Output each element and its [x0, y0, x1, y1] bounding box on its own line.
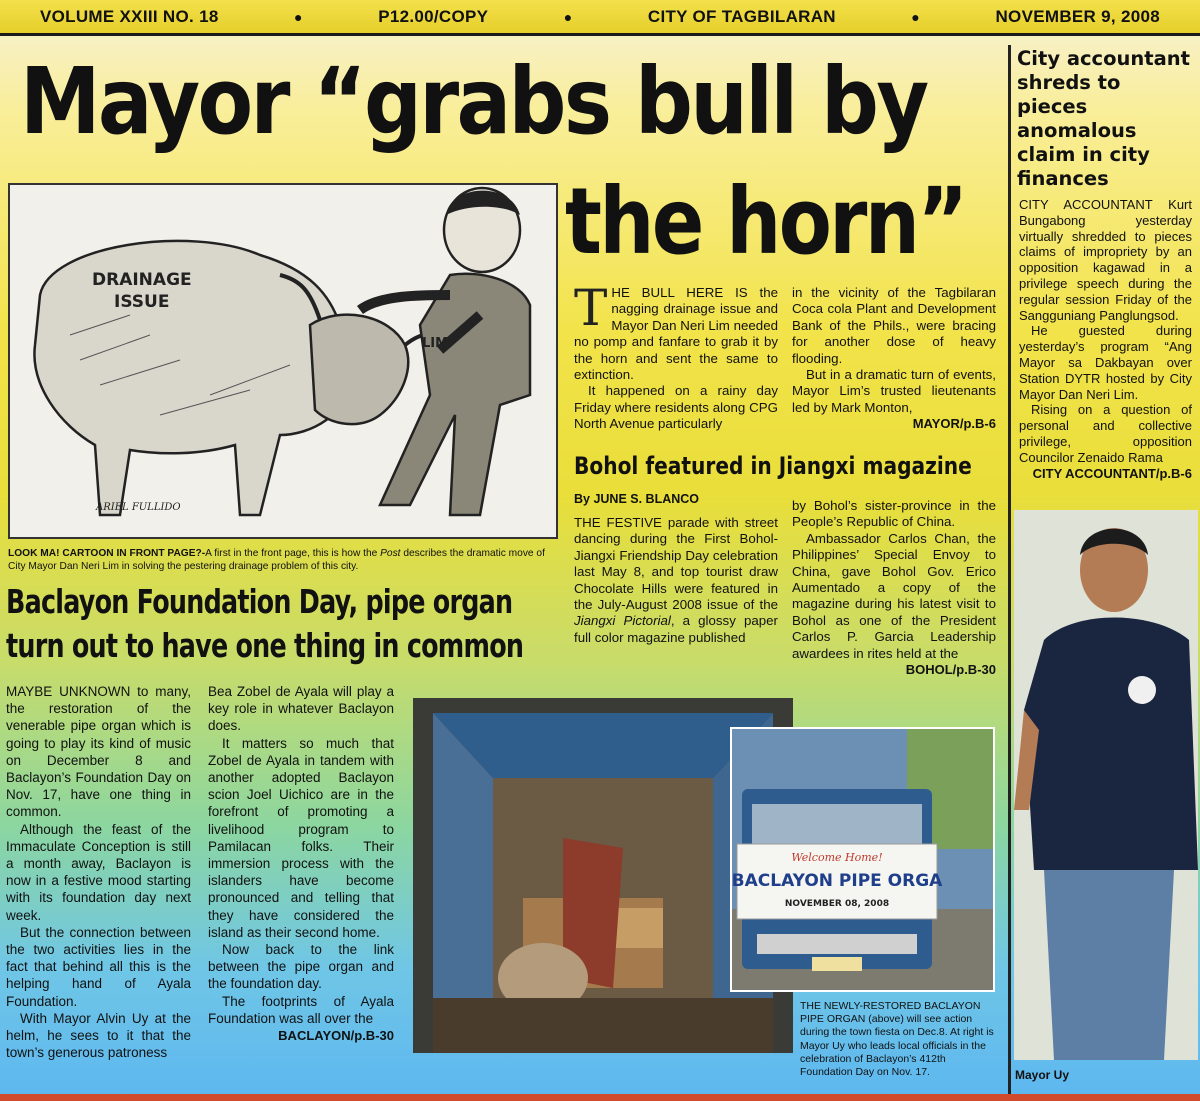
paragraph: Bea Zobel de Ayala will play a key role in whatever Baclayon does. — [208, 684, 394, 734]
paragraph: Now back to the link between the pipe organ and the foundation day. — [208, 942, 394, 992]
truck-scene — [732, 729, 993, 990]
lead-story-column-2 — [792, 285, 996, 433]
bull-label-2: ISSUE — [114, 292, 170, 312]
pipe-organ-photo-caption: THE NEWLY-RESTORED BACLAYON PIPE ORGAN (above) will see action during the town fiesta on Dec.8. At right is Mayor Uy who leads local officials in the celebration of Baclayon’s 412th Foundation Day on Nov. 17. — [800, 1000, 994, 1079]
paragraph: Although the feast of the Immaculate Conception is still a month away, Baclayon is now in a festive mood starting with its foundation day next week. — [6, 821, 191, 923]
separator-dot: ● — [294, 8, 303, 25]
paragraph: THE FESTIVE parade with street dancing during the First Bohol-Jiangxi Friendship Day celebration last May 8, and top tourist draw Chocolate Hills were featured in the July-August 2008 issue of the — [574, 515, 778, 613]
paragraph: , a glossy paper full color magazine published — [574, 613, 778, 645]
sidebar-headline: City accountant shreds to pieces anomalous claim in city finances — [1017, 47, 1190, 190]
volume-number: VOLUME XXIII NO. 18 — [40, 6, 219, 26]
artist-signature: ARIEL FULLIDO — [96, 502, 181, 513]
jump-line: MAYOR/p.B-6 — [912, 416, 996, 432]
byline: By JUNE S. BLANCO — [574, 492, 700, 506]
bottom-rule — [0, 1094, 1200, 1101]
caption-text: A first in the front page, this is how the — [205, 548, 381, 559]
bohol-headline: Bohol featured in Jiangxi magazine — [574, 452, 972, 480]
bohol-column-2 — [792, 498, 996, 678]
jump-line: BOHOL/p.B-30 — [905, 662, 996, 678]
paragraph: MAYBE UNKNOWN to many, the restoration of the venerable pipe organ which is going to play its kind of music on December 8 and Baclayon’s Foundation Day on Nov. 17, have one thing in common. — [6, 684, 191, 820]
lead-headline-line1: Mayor “grabs bull by — [20, 48, 927, 155]
banner-welcome: Welcome Home! — [791, 851, 883, 864]
masthead — [0, 0, 1200, 36]
caption-italic: Post — [380, 548, 401, 559]
truck-photo — [730, 727, 995, 992]
sidebar-body — [1011, 193, 1198, 481]
banner-date: NOVEMBER 08, 2008 — [784, 899, 890, 909]
separator-dot: ● — [911, 8, 921, 25]
mayor-photo-caption: Mayor Uy — [1015, 1068, 1070, 1082]
paragraph: But in a dramatic turn of events, Mayor Lim’s trusted lieutenants led by Mark Monton, — [792, 367, 996, 415]
paragraph: Rising on a question of personal and collective privilege, opposition Councilor Zenaido Rama — [1019, 402, 1192, 465]
caption-text: describes the dramatic move of City Mayor Dan Neri Lim in solving the pestering drainage problem of this city. — [8, 548, 545, 572]
separator-dot: ● — [563, 8, 573, 25]
paragraph: With Mayor Alvin Uy at the helm, he sees to it that the town’s generous patroness — [6, 1010, 191, 1061]
jump-line: CITY ACCOUNTANT/p.B-6 — [1032, 465, 1192, 481]
paragraph: in the vicinity of the Tagbilaran Coca cola Plant and Development Bank of the Phils., were bracing for another dose of heavy flooding. — [792, 285, 996, 366]
paragraph: by Bohol’s sister-province in the People’s Republic of China. — [792, 498, 996, 530]
issue-date: NOVEMBER 9, 2008 — [995, 6, 1160, 26]
banner-title: BACLAYON PIPE ORGA — [732, 871, 943, 891]
man-label: LIM — [422, 336, 449, 351]
paragraph: But the connection between the two activities lies in the fact that behind all this is the helping hand of Ayala Foundation. — [6, 924, 191, 1009]
bull-label-1: DRAINAGE — [92, 270, 192, 290]
mayor-photo — [1014, 510, 1198, 1060]
price: P12.00/COPY — [378, 6, 489, 26]
paragraph: HE BULL HERE IS the nagging drainage issue and Mayor Dan Neri Lim needed no pomp and fanfare to grab it by the horn and sent the same to extinction. — [574, 285, 778, 383]
paragraph: He guested during yesterday’s program “Ang Mayor sa Dakbayan over Station DYTR hosted by City Mayor Dan Neri Lim. — [1019, 323, 1192, 402]
baclayon-column-1 — [6, 683, 191, 1061]
paragraph: The footprints of Ayala Foundation was all over the — [208, 993, 394, 1026]
paragraph: Ambassador Carlos Chan, the Philippines’ Special Envoy to China, gave Bohol Gov. Erico Aumentado a copy of the magazine during his latest visit to Bohol as one of the President Carlos P. Garcia Leadership awardees in rites held at the — [792, 530, 996, 661]
baclayon-column-2 — [208, 683, 394, 1044]
lead-story-column-1 — [574, 279, 778, 433]
headline-line: Baclayon Foundation Day, pipe organ — [6, 582, 513, 621]
bohol-column-1 — [574, 515, 778, 646]
city-name: CITY OF TAGBILARAN — [647, 6, 836, 26]
caption-lead: LOOK MA! CARTOON IN FRONT PAGE?- — [8, 548, 206, 559]
paragraph: It happened on a rainy day Friday where residents along CPG North Avenue particularly — [574, 383, 778, 432]
cartoon-caption — [8, 547, 558, 573]
paragraph: It matters so much that Zobel de Ayala in tandem with another adopted Baclayon scion Joel Uichico are in the forefront of promoting a livelihood program to Pamilacan folks. Their immersion process with the islanders have become pronounced and telling that they have considered the island as their second home. — [208, 735, 394, 940]
editorial-cartoon — [8, 183, 558, 539]
paragraph: CITY ACCOUNTANT Kurt Bungabong yesterday virtually shredded to pieces claims of impropriety by an opposition kagawad in a privilege speech during the regular session Friday of the Sangguniang Panglungsod. — [1019, 197, 1192, 323]
baclayon-headline — [6, 580, 524, 668]
jump-line: BACLAYON/p.B-30 — [278, 1028, 394, 1044]
cartoon-drawing — [10, 185, 556, 537]
dropcap: T — [574, 279, 608, 337]
mayor-figure — [1014, 510, 1198, 1060]
headline-line: turn out to have one thing in common — [6, 626, 524, 665]
magazine-name: Jiangxi Pictorial — [574, 613, 671, 629]
lead-headline-line2: the horn” — [565, 168, 966, 275]
